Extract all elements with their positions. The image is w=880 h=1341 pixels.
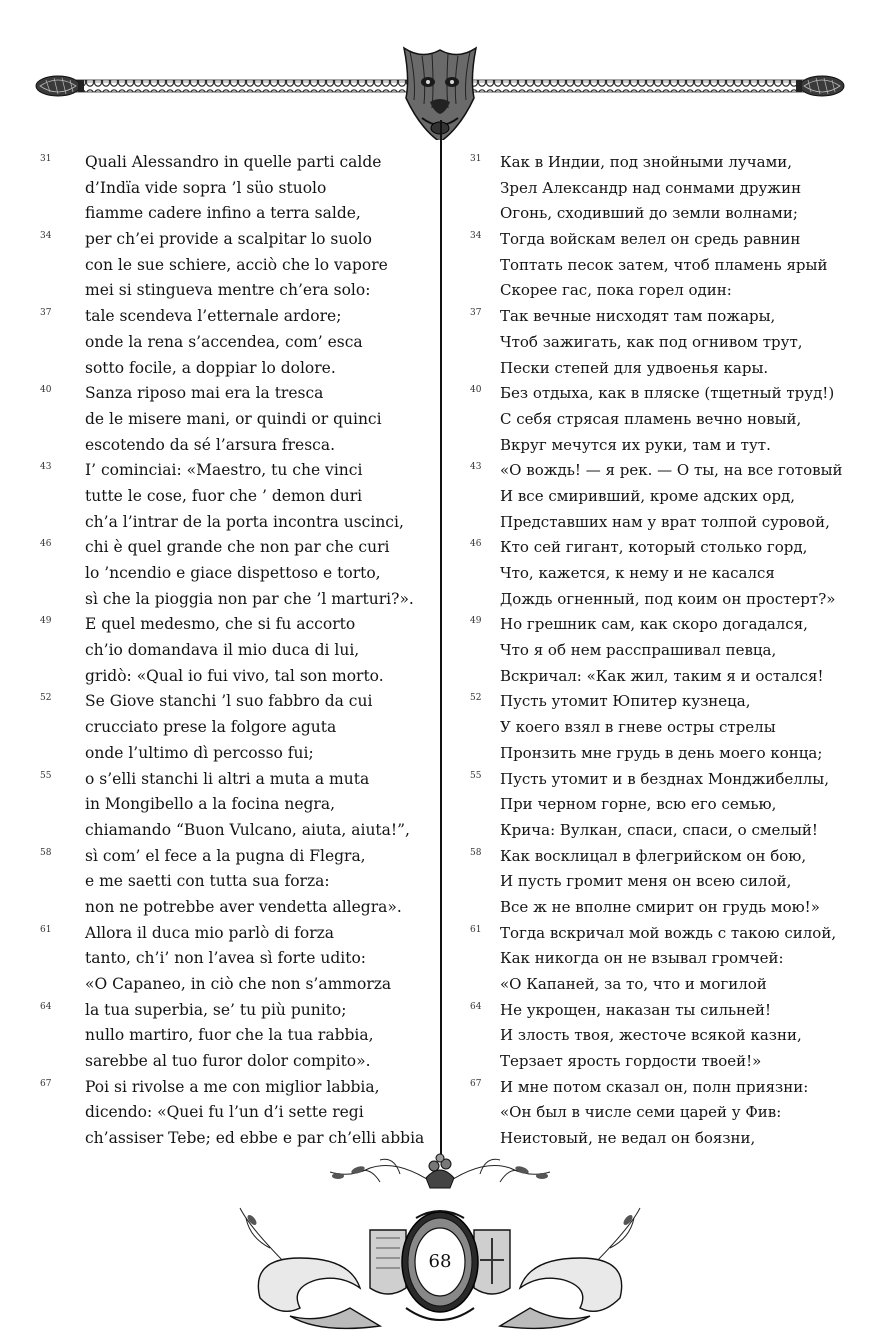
verse-line: «Он был в числе семи царей у Фив: bbox=[500, 1103, 782, 1122]
verse-line: Не укрощен, наказан ты сильней! bbox=[500, 1000, 772, 1019]
stanza bbox=[40, 921, 440, 998]
verse-number: 31 bbox=[470, 154, 482, 164]
verse-line: С себя стрясая пламень вечно новый, bbox=[500, 409, 802, 428]
verse-line: e me saetti con tutta sua forza: bbox=[85, 872, 330, 891]
verse-line: Дождь огненный, под коим он простерт?» bbox=[500, 589, 836, 608]
verse-number: 46 bbox=[470, 539, 482, 550]
verse-line: Крича: Вулкан, спаси, спаси, о смелый! bbox=[500, 820, 818, 839]
stanza bbox=[40, 612, 440, 689]
verse-line: per ch’ei provide a scalpitar lo suolo bbox=[85, 230, 372, 249]
verse-line: «О вождь! — я рек. — О ты, на все готовый bbox=[500, 461, 843, 480]
verse-line: ch’assiser Tebe; ed ebbe e par ch’elli abbia bbox=[85, 1129, 425, 1148]
verse-line: Как восклицал в флегрийском он бою, bbox=[500, 846, 807, 865]
stanza bbox=[40, 304, 440, 381]
verse-line: crucciato prese la folgore aguta bbox=[85, 718, 337, 737]
verse-line: fiamme cadere infino a terra salde, bbox=[85, 204, 361, 223]
verse-line: Allora il duca mio parlò di forza bbox=[85, 923, 335, 942]
verse-line: ch’io domandava il mio duca di lui, bbox=[85, 641, 360, 660]
stanza bbox=[470, 767, 845, 844]
urn-icon bbox=[426, 1154, 454, 1188]
verse-line: При черном горне, всю его семью, bbox=[500, 795, 777, 814]
verse-line: Кто сей гигант, который столько горд, bbox=[500, 538, 808, 557]
verse-number: 61 bbox=[470, 924, 482, 935]
verse-number: 37 bbox=[470, 308, 482, 319]
verse-line: de le misere mani, or quindi or quinci bbox=[85, 409, 382, 428]
verse-number: 55 bbox=[470, 770, 482, 781]
verse-number: 64 bbox=[40, 1001, 52, 1012]
verse-line: Poi si rivolse a me con miglior labbia, bbox=[85, 1077, 380, 1096]
stanza bbox=[470, 921, 845, 998]
verse-line: И мне потом сказал он, полн приязни: bbox=[500, 1077, 809, 1096]
verse-line: Что, кажется, к нему и не касался bbox=[500, 564, 775, 582]
verse-line: «O Capaneo, in ciò che non s’ammorza bbox=[85, 975, 392, 993]
russian-column bbox=[470, 150, 845, 1152]
verse-line: Чтоб зажигать, как под огнивом трут, bbox=[500, 332, 803, 351]
stanza bbox=[470, 612, 845, 689]
stanza bbox=[470, 998, 845, 1075]
verse-line: nullo martiro, fuor che la tua rabbia, bbox=[85, 1026, 374, 1045]
verse-line: lo ’ncendio e giace dispettoso e torto, bbox=[85, 564, 381, 582]
verse-line: sì com’ el fece a la pugna di Flegra, bbox=[85, 846, 366, 865]
verse-line: non ne potrebbe aver vendetta allegra». bbox=[85, 897, 402, 916]
stanza bbox=[470, 1075, 845, 1152]
verse-number: 67 bbox=[470, 1078, 482, 1089]
verse-line: mei si stingueva mentre ch’era solo: bbox=[85, 281, 371, 300]
verse-line: Вскричал: «Как жил, таким я и остался! bbox=[500, 666, 824, 685]
stanza bbox=[470, 535, 845, 612]
verse-line: Скорее гас, пока горел один: bbox=[500, 281, 732, 300]
verse-number: 52 bbox=[40, 693, 52, 704]
verse-line: И все смиривший, кроме адских орд, bbox=[500, 486, 796, 505]
verse-line: Как никогда он не взывал громчей: bbox=[500, 949, 784, 968]
stanza bbox=[40, 458, 440, 535]
verse-line: Представших нам у врат толпой суровой, bbox=[500, 512, 830, 531]
verse-line: chiamando “Buon Vulcano, aiuta, aiuta!”, bbox=[85, 820, 410, 839]
italian-column bbox=[40, 150, 440, 1152]
left-shield-icon bbox=[370, 1230, 406, 1294]
verse-line: Пронзить мне грудь в день моего конца; bbox=[500, 743, 823, 762]
verse-line: tutte le cose, fuor che ’ demon duri bbox=[85, 486, 363, 505]
verse-line: И пусть громит меня он всею силой, bbox=[500, 872, 792, 891]
bottom-cartouche-ornament bbox=[230, 1148, 650, 1336]
stanza bbox=[40, 689, 440, 766]
verse-line: la tua superbia, se’ tu più punito; bbox=[85, 1000, 347, 1019]
verse-line: Вкруг мечутся их руки, там и тут. bbox=[500, 435, 771, 454]
verse-line: Тогда войскам велел он средь равнин bbox=[500, 230, 801, 249]
right-finial-icon bbox=[796, 76, 844, 96]
verse-number: 64 bbox=[470, 1001, 482, 1012]
verse-line: con le sue schiere, acciò che lo vapore bbox=[85, 255, 388, 274]
verse-number: 58 bbox=[470, 847, 482, 858]
verse-line: chi è quel grande che non par che curi bbox=[85, 538, 390, 557]
verse-line: Терзает ярость гордости твоей!» bbox=[500, 1052, 762, 1071]
verse-number: 46 bbox=[40, 539, 52, 550]
verse-line: Огонь, сходивший до земли волнами; bbox=[500, 204, 798, 223]
verse-line: Тогда вскричал мой вождь с такою силой, bbox=[500, 923, 837, 942]
verse-line: У коего взял в гневе остры стрелы bbox=[500, 718, 776, 737]
verse-number: 52 bbox=[470, 693, 482, 704]
verse-number: 49 bbox=[470, 616, 482, 627]
verse-number: 34 bbox=[40, 231, 52, 242]
stanza bbox=[40, 227, 440, 304]
verse-line: Неистовый, не ведал он боязни, bbox=[500, 1129, 756, 1148]
verse-number: 37 bbox=[40, 308, 52, 319]
page-number: 68 bbox=[428, 1251, 452, 1272]
verse-number: 58 bbox=[40, 847, 52, 858]
verse-line: Quali Alessandro in quelle parti calde bbox=[85, 153, 382, 171]
verse-line: escotendo da sé l’arsura fresca. bbox=[85, 435, 336, 454]
verse-line: dicendo: «Quei fu l’un d’i sette regi bbox=[85, 1103, 364, 1122]
verse-line: Так вечные нисходят там пожары, bbox=[500, 307, 776, 326]
verse-line: Что я об нем расспрашивал певца, bbox=[500, 641, 777, 660]
verse-line: И злость твоя, жесточе всякой казни, bbox=[500, 1026, 802, 1045]
verse-line: Без отдыха, как в пляске (тщетный труд!) bbox=[500, 384, 835, 403]
verse-number: 61 bbox=[40, 924, 52, 935]
stanza bbox=[470, 844, 845, 921]
verse-line: Пески степей для удвоенья кары. bbox=[500, 358, 769, 377]
stanza bbox=[40, 535, 440, 612]
verse-line: onde la rena s’accendea, com’ esca bbox=[85, 332, 363, 351]
verse-line: tanto, ch’i’ non l’avea sì forte udito: bbox=[85, 949, 367, 968]
verse-line: sotto focile, a doppiar lo dolore. bbox=[85, 358, 336, 377]
stanza bbox=[40, 150, 440, 227]
verse-line: ch’a l’intrar de la porta incontra uscinci, bbox=[85, 512, 404, 531]
stanza bbox=[470, 689, 845, 766]
verse-line: Топтать песок затем, чтоб пламень ярый bbox=[500, 255, 828, 274]
stanza bbox=[40, 1075, 440, 1152]
stanza bbox=[40, 381, 440, 458]
verse-number: 49 bbox=[40, 616, 52, 627]
verse-number: 40 bbox=[40, 385, 52, 396]
verse-line: tale scendeva l’etternale ardore; bbox=[85, 307, 342, 326]
verse-line: sarebbe al tuo furor dolor compito». bbox=[85, 1052, 371, 1071]
right-shield-icon bbox=[474, 1230, 510, 1294]
stanza bbox=[470, 227, 845, 304]
verse-line: sì che la pioggia non par che ’l marturi?». bbox=[85, 589, 414, 608]
verse-line: Все ж не вполне смирит он грудь мою!» bbox=[500, 897, 820, 916]
stanza bbox=[40, 844, 440, 921]
stanza bbox=[470, 150, 845, 227]
verse-line: d’Indïa vide sopra ’l süo stuolo bbox=[85, 178, 327, 197]
verse-number: 40 bbox=[470, 385, 482, 396]
left-finial-icon bbox=[36, 76, 84, 96]
stanza bbox=[470, 381, 845, 458]
verse-line: Пусть утомит Юпитер кузнеца, bbox=[500, 692, 751, 711]
verse-line: Как в Индии, под знойными лучами, bbox=[500, 153, 793, 171]
stanza bbox=[40, 767, 440, 844]
verse-line: «О Капаней, за то, что и могилой bbox=[500, 975, 767, 993]
verse-line: I’ cominciai: «Maestro, tu che vinci bbox=[85, 461, 363, 480]
verse-number: 31 bbox=[40, 154, 52, 164]
verse-line: Sanza riposo mai era la tresca bbox=[85, 384, 324, 403]
verse-number: 43 bbox=[470, 462, 482, 473]
verse-line: o s’elli stanchi li altri a muta a muta bbox=[85, 769, 370, 788]
verse-number: 43 bbox=[40, 462, 52, 473]
verse-line: E quel medesmo, che si fu accorto bbox=[85, 615, 356, 634]
verse-number: 55 bbox=[40, 770, 52, 781]
verse-line: gridò: «Qual io fui vivo, tal son morto. bbox=[85, 666, 384, 685]
verse-number: 67 bbox=[40, 1078, 52, 1089]
verse-line: Se Giove stanchi ’l suo fabbro da cui bbox=[85, 692, 373, 711]
verse-line: Пусть утомит и в безднах Монджибеллы, bbox=[500, 769, 829, 788]
stanza bbox=[470, 458, 845, 535]
verse-number: 34 bbox=[470, 231, 482, 242]
stanza bbox=[470, 304, 845, 381]
verse-line: onde l’ultimo dì percosso fui; bbox=[85, 743, 314, 762]
verse-line: Но грешник сам, как скоро догадался, bbox=[500, 615, 808, 634]
verse-line: Зрел Александр над сонмами дружин bbox=[500, 178, 802, 197]
stanza bbox=[40, 998, 440, 1075]
verse-line: in Mongibello a la focina negra, bbox=[85, 795, 336, 814]
